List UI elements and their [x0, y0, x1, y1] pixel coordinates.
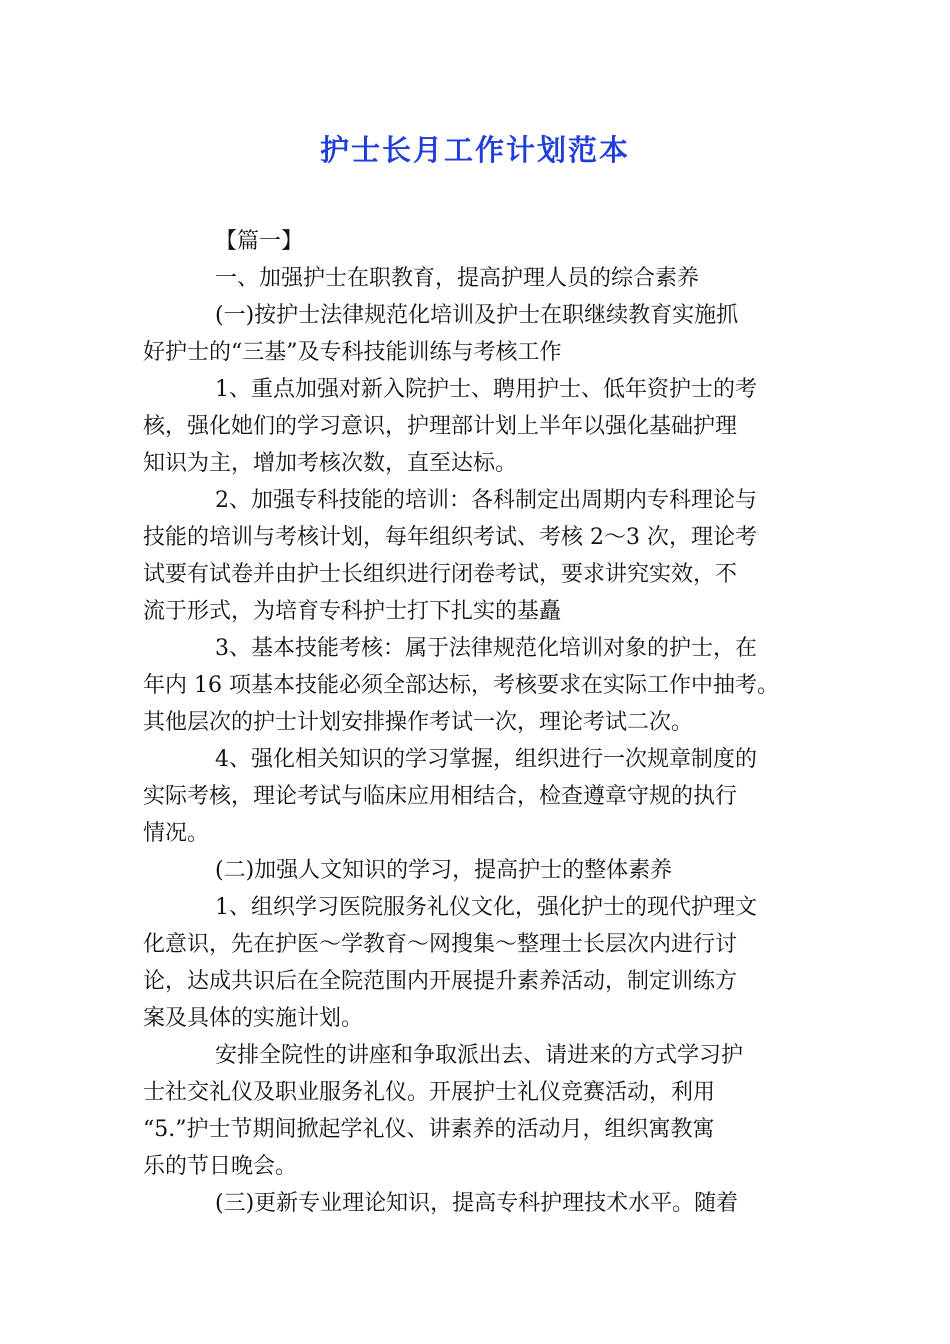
paragraph-line: (二)加强人文知识的学习，提高护士的整体素养 — [215, 858, 673, 883]
paragraph-line: 知识为主，增加考核次数，直至达标。 — [143, 451, 518, 476]
paragraph-line: 流于形式，为培育专科护士打下扎实的基矗 — [143, 599, 562, 624]
paragraph-line: 安排全院性的讲座和争取派出去、请进来的方式学习护 — [215, 1043, 744, 1068]
paragraph-line: 士社交礼仪及职业服务礼仪。开展护士礼仪竞赛活动，利用 — [143, 1080, 716, 1105]
paragraph-line: 1、组织学习医院服务礼仪文化，强化护士的现代护理文 — [215, 895, 757, 920]
paragraph — [143, 297, 815, 371]
paragraph-line: 其他层次的护士计划安排操作考试一次，理论考试二次。 — [143, 710, 694, 735]
document-title: 护士长月工作计划范本 — [319, 133, 630, 167]
paragraph-line: (一)按护士法律规范化培训及护士在职继续教育实施抓 — [215, 303, 739, 328]
paragraph — [143, 371, 815, 482]
paragraph-line: 案及具体的实施计划。 — [143, 1006, 364, 1031]
paragraph — [143, 260, 815, 297]
paragraph-line: 【篇一】 — [215, 229, 304, 254]
paragraph — [143, 630, 815, 741]
paragraph-line: 年内 16 项基本技能必须全部达标，考核要求在实际工作中抽考。 — [143, 673, 779, 698]
paragraph-line: 3、基本技能考核：属于法律规范化培训对象的护士，在 — [215, 636, 757, 661]
paragraph-line: 化意识，先在护医～学教育～网搜集～整理士长层次内进行讨 — [143, 932, 738, 957]
paragraph — [143, 1185, 815, 1222]
paragraph-line: 实际考核，理论考试与临床应用相结合，检查遵章守规的执行 — [143, 784, 738, 809]
paragraph-line: 一、加强护士在职教育，提高护理人员的综合素养 — [215, 266, 700, 291]
paragraph — [143, 889, 815, 1037]
paragraph-line: 乐的节日晚会。 — [143, 1154, 298, 1179]
paragraph-line: 好护士的“三基”及专科技能训练与考核工作 — [143, 340, 562, 365]
document-body — [143, 223, 815, 1222]
paragraph — [143, 482, 815, 630]
paragraph — [143, 1037, 815, 1185]
paragraph — [143, 852, 815, 889]
paragraph-line: (三)更新专业理论知识，提高专科护理技术水平。随着 — [215, 1191, 739, 1216]
paragraph-line: 4、强化相关知识的学习掌握，组织进行一次规章制度的 — [215, 747, 757, 772]
paragraph-line: 情况。 — [143, 821, 210, 846]
paragraph-line: 2、加强专科技能的培训：各科制定出周期内专科理论与 — [215, 488, 757, 513]
paragraph-line: 核，强化她们的学习意识，护理部计划上半年以强化基础护理 — [143, 414, 738, 439]
paragraph-line: 技能的培训与考核计划，每年组织考试、考核 2～3 次，理论考 — [143, 525, 757, 550]
paragraph-line: “5.”护士节期间掀起学礼仪、讲素养的活动月，组织寓教寓 — [143, 1117, 715, 1142]
paragraph — [143, 741, 815, 852]
paragraph-line: 1、重点加强对新入院护士、聘用护士、低年资护士的考 — [215, 377, 757, 402]
paragraph — [143, 223, 815, 260]
paragraph-line: 试要有试卷并由护士长组织进行闭卷考试，要求讲究实效，不 — [143, 562, 738, 587]
paragraph-line: 论，达成共识后在全院范围内开展提升素养活动，制定训练方 — [143, 969, 738, 994]
